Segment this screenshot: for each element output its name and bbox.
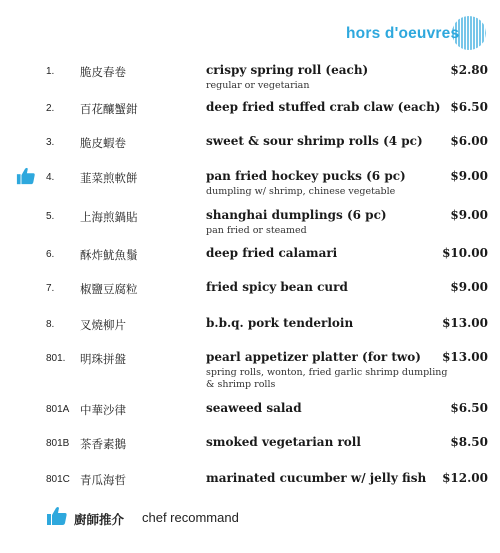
item-description: regular or vegetarian	[206, 80, 310, 91]
item-number: 801.	[46, 353, 66, 364]
item-english-name: seaweed salad	[206, 401, 302, 415]
item-description: dumpling w/ shrimp, chinese vegetable	[206, 186, 396, 197]
item-chinese-name: 茶香素鵝	[80, 437, 126, 451]
thumbs-up-icon	[16, 166, 36, 190]
item-english-name: sweet & sour shrimp rolls (4 pc)	[206, 134, 423, 148]
item-english-name: b.b.q. pork tenderloin	[206, 316, 354, 330]
item-number: 801C	[46, 474, 70, 485]
item-english-name: pearl appetizer platter (for two)	[206, 350, 421, 364]
legend-english: chef recommand	[142, 510, 239, 525]
item-chinese-name: 青瓜海哲	[80, 473, 126, 487]
item-price: $9.00	[450, 280, 488, 294]
item-price: $8.50	[450, 435, 488, 449]
item-chinese-name: 明珠拼盤	[80, 352, 126, 366]
item-chinese-name: 上海煎鍋貼	[80, 210, 138, 224]
item-chinese-name: 椒鹽豆腐粒	[80, 282, 138, 296]
item-price: $9.00	[450, 169, 488, 183]
legend-chinese: 廚師推介	[74, 512, 125, 527]
item-number: 4.	[46, 172, 55, 183]
item-price: $10.00	[442, 246, 488, 260]
item-english-name: shanghai dumplings (6 pc)	[206, 208, 387, 222]
item-english-name: smoked vegetarian roll	[206, 435, 361, 449]
item-number: 5.	[46, 211, 55, 222]
item-description: spring rolls, wonton, fried garlic shrimp dumpling & shrimp rolls	[206, 367, 448, 390]
item-number: 801B	[46, 438, 70, 449]
item-chinese-name: 脆皮蝦卷	[80, 136, 126, 150]
item-price: $13.00	[442, 350, 488, 364]
item-number: 8.	[46, 319, 55, 330]
item-price: $6.50	[450, 401, 488, 415]
item-number: 7.	[46, 283, 55, 294]
item-price: $2.80	[450, 63, 488, 77]
section-header	[340, 14, 490, 50]
item-number: 3.	[46, 137, 55, 148]
item-chinese-name: 中華沙律	[80, 403, 126, 417]
item-chinese-name: 叉燒柳片	[80, 318, 126, 332]
striped-circle-icon	[450, 14, 488, 52]
item-english-name: crispy spring roll (each)	[206, 63, 369, 77]
item-english-name: marinated cucumber w/ jelly fish	[206, 471, 427, 485]
item-english-name: pan fried hockey pucks (6 pc)	[206, 169, 406, 183]
section-title: hors d'oeuvres	[346, 25, 460, 42]
item-price: $6.50	[450, 100, 488, 114]
item-number: 801A	[46, 404, 70, 415]
item-price: $12.00	[442, 471, 488, 485]
item-number: 2.	[46, 103, 55, 114]
item-number: 6.	[46, 249, 55, 260]
item-price: $13.00	[442, 316, 488, 330]
item-price: $9.00	[450, 208, 488, 222]
thumbs-up-icon	[46, 505, 68, 531]
item-english-name: deep fried stuffed crab claw (each)	[206, 100, 441, 114]
item-chinese-name: 酥炸魷魚鬚	[80, 248, 138, 262]
item-chinese-name: 脆皮春卷	[80, 65, 126, 79]
item-english-name: deep fried calamari	[206, 246, 338, 260]
item-english-name: fried spicy bean curd	[206, 280, 348, 294]
item-chinese-name: 韮菜煎軟餅	[80, 171, 138, 185]
chef-recommend-legend	[46, 505, 346, 529]
item-price: $6.00	[450, 134, 488, 148]
item-chinese-name: 百花釀蟹鉗	[80, 102, 138, 116]
item-number: 1.	[46, 66, 55, 77]
item-description: pan fried or steamed	[206, 225, 307, 236]
